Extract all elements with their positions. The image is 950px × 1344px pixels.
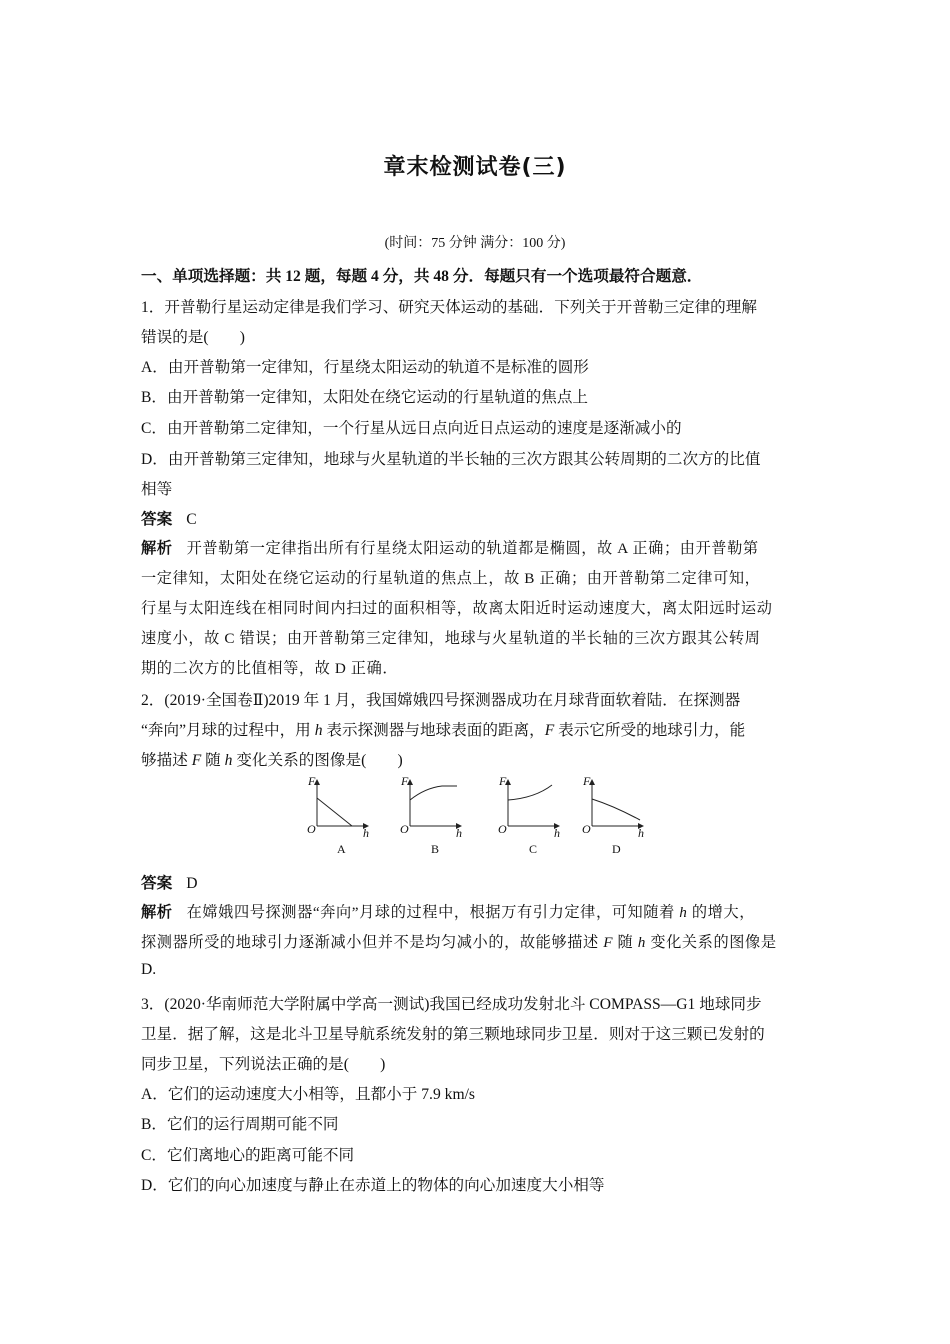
graph-d-curve — [592, 799, 640, 820]
graph-a-curve — [317, 798, 352, 826]
graph-c-origin: O — [498, 822, 507, 836]
q1-analysis-line1 — [141, 537, 816, 558]
graph-c-x-label: h — [554, 826, 560, 840]
text: 够描述 — [141, 752, 192, 769]
exam-meta: (时间：75 分钟 满分：100 分) — [384, 236, 566, 251]
var-h: h — [679, 904, 688, 921]
q1-analysis-line2: 一定律知，太阳处在绕它运动的行星轨道的焦点上，故 B 正确；由开普勒第二定律可知， — [141, 570, 761, 587]
text: 随 — [613, 934, 638, 951]
q3-option-a: A．它们的运动速度大小相等，且都小于 7.9 km/s — [141, 1086, 475, 1103]
q1-analysis-line4: 速度小，故 C 错误；由开普勒第三定律知，地球与火星轨道的半长轴的三次方跟其公转周 — [141, 630, 761, 647]
q3-option-c: C．它们离地心的距离可能不同 — [141, 1147, 355, 1164]
var-h: h — [314, 722, 323, 739]
analysis-label: 解析 — [141, 540, 173, 557]
graph-d-y-label: F — [583, 774, 591, 788]
graph-b — [410, 780, 461, 826]
q3-stem-line3: 同步卫星，下列说法正确的是( ) — [141, 1056, 386, 1073]
q1-option-d-line1: D．由开普勒第三定律知，地球与火星轨道的半长轴的三次方跟其公转周期的二次方的比值 — [141, 451, 761, 468]
answer-value: D — [186, 875, 198, 892]
q3-stem-line1: 3．(2020·华南师范大学附属中学高一测试)我国已经成功发射北斗 COMPASS—G1 地球同步 — [141, 996, 762, 1013]
text: 表示它所受的地球引力，能 — [554, 722, 746, 739]
graph-b-caption: B — [431, 842, 440, 856]
graph-a-x-label: h — [363, 826, 369, 840]
page-title: 章末检测试卷(三) — [383, 155, 567, 180]
graph-a-caption: A — [337, 842, 346, 856]
graph-b-x-label: h — [456, 826, 462, 840]
q2-analysis-line2 — [141, 931, 816, 952]
text: 变化关系的图像是 — [645, 934, 777, 951]
q3-option-b: B．它们的运行周期可能不同 — [141, 1116, 339, 1133]
graph-d — [592, 780, 643, 826]
var-h: h — [637, 934, 646, 951]
q3-option-d: D．它们的向心加速度与静止在赤道上的物体的向心加速度大小相等 — [141, 1177, 605, 1194]
graph-b-curve — [410, 786, 457, 800]
q1-option-a: A．由开普勒第一定律知，行星绕太阳运动的轨道不是标准的圆形 — [141, 359, 589, 376]
analysis-label: 解析 — [141, 904, 173, 921]
graph-a — [317, 780, 368, 826]
text: 表示探测器与地球表面的距离， — [322, 722, 545, 739]
q1-option-b: B．由开普勒第一定律知，太阳处在绕它运动的行星轨道的焦点上 — [141, 389, 589, 406]
q1-analysis-line5: 期的二次方的比值相等，故 D 正确． — [141, 660, 399, 677]
text: 随 — [201, 752, 225, 769]
graph-c-caption: C — [529, 842, 538, 856]
answer-value: C — [186, 511, 197, 528]
graph-a-origin: O — [307, 822, 316, 836]
answer-label: 答案 — [141, 511, 173, 528]
text: “奔向”月球的过程中，用 — [141, 722, 315, 739]
graph-c — [508, 780, 559, 826]
q2-analysis-line1 — [141, 901, 816, 922]
q2-analysis-line3: D. — [141, 961, 157, 978]
var-h: h — [224, 752, 233, 769]
q1-analysis-line3: 行星与太阳连线在相同时间内扫过的面积相等，故离太阳近时运动速度大，离太阳远时运动 — [141, 600, 773, 617]
text: 探测器所受的地球引力逐渐减小但并不是均匀减小的，故能够描述 — [141, 934, 604, 951]
answer-label: 答案 — [141, 875, 173, 892]
graph-b-y-label: F — [401, 774, 409, 788]
var-F: F — [603, 934, 614, 951]
graph-d-origin: O — [582, 822, 591, 836]
q1-stem-line2: 错误的是( ) — [141, 329, 245, 346]
var-F: F — [544, 722, 555, 739]
q1-option-d-line2: 相等 — [141, 481, 173, 498]
text: 在嫦娥四号探测器“奔向”月球的过程中，根据万有引力定律，可知随着 — [186, 904, 680, 921]
text: 的增大， — [687, 904, 756, 921]
q3-stem-line2: 卫星．据了解，这是北斗卫星导航系统发射的第三颗地球同步卫星．则对于这三颗已发射的 — [141, 1026, 765, 1043]
q2-answer — [141, 871, 816, 893]
q1-stem-line1: 1．开普勒行星运动定律是我们学习、研究天体运动的基础．下列关于开普勒三定律的理解 — [141, 299, 757, 316]
section-heading: 一、单项选择题：共 12 题，每题 4 分，共 48 分．每题只有一个选项最符合题意． — [141, 268, 703, 285]
q2-stem-line2 — [141, 718, 816, 740]
graph-c-curve — [508, 785, 552, 800]
graph-d-x-label: h — [638, 826, 644, 840]
graph-d-caption: D — [612, 842, 621, 856]
var-F: F — [191, 752, 202, 769]
graph-a-y-label: F — [308, 774, 316, 788]
q2-stem-line3 — [141, 748, 816, 770]
graph-c-y-label: F — [499, 774, 507, 788]
q2-stem-line1: 2．(2019·全国卷Ⅱ)2019 年 1 月，我国嫦娥四号探测器成功在月球背面软着陆．在探测器 — [141, 692, 741, 709]
q1-option-c: C．由开普勒第二定律知，一个行星从远日点向近日点运动的速度是逐渐减小的 — [141, 420, 682, 437]
text: 变化关系的图像是( ) — [232, 752, 403, 769]
analysis-text: 开普勒第一定律指出所有行星绕太阳运动的轨道都是椭圆，故 A 正确；由开普勒第 — [186, 540, 759, 557]
q1-answer — [141, 507, 816, 529]
graph-b-origin: O — [400, 822, 409, 836]
